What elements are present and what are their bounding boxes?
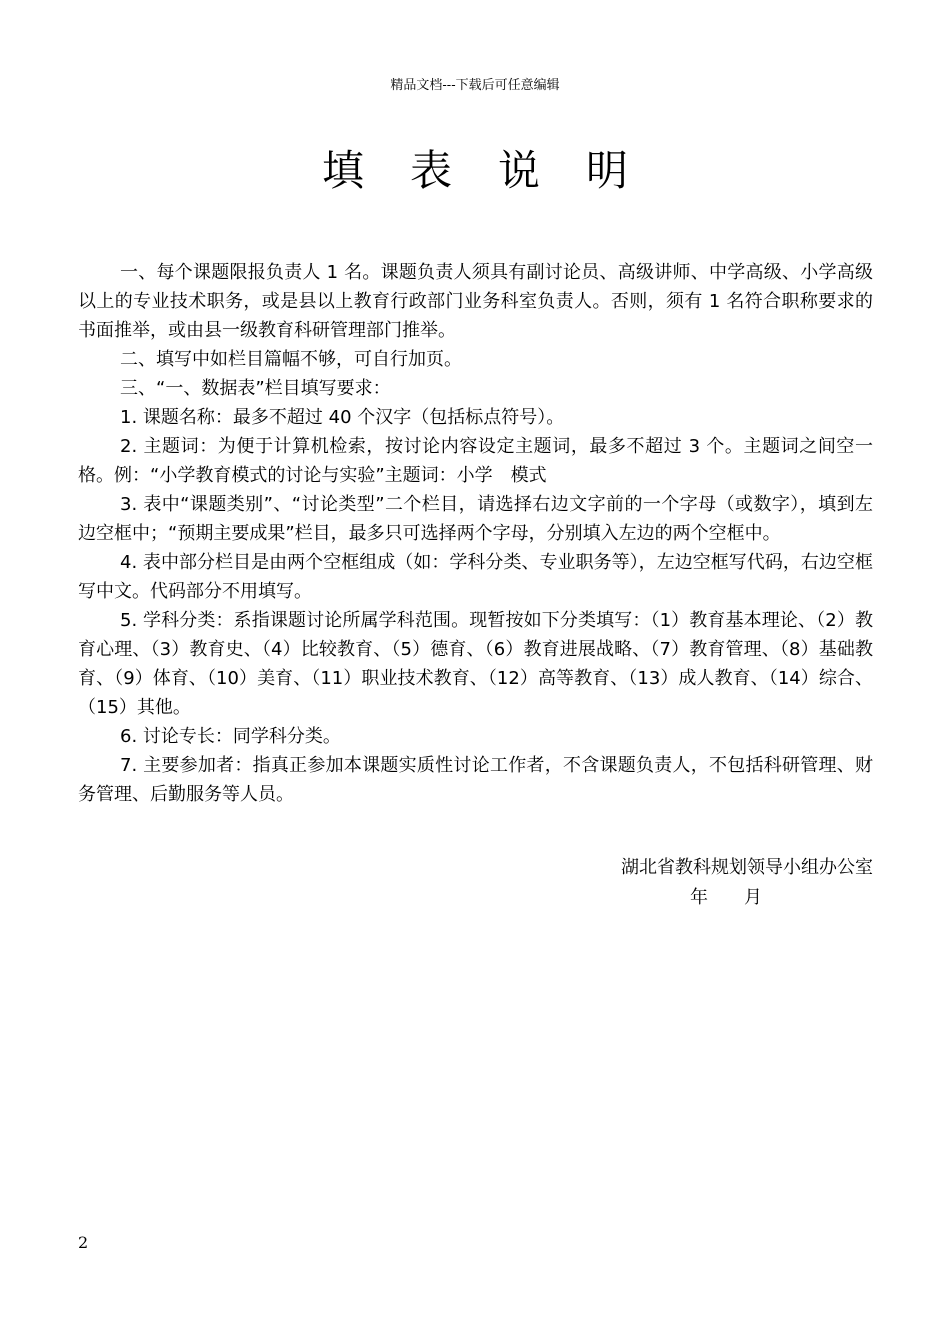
- instruction-item-3: 3. 表中“课题类别”、“讨论类型”二个栏目，请选择右边文字前的一个字母（或数字），填到左边空框中；“预期主要成果”栏目，最多只可选择两个字母，分别填入左边的两个空框中。: [78, 494, 873, 544]
- instruction-item-7: 7. 主要参加者：指真正参加本课题实质性讨论工作者，不含课题负责人，不包括科研管理、财务管理、后勤服务等人员。: [78, 755, 873, 805]
- instruction-paragraph-3: 三、“一、数据表”栏目填写要求：: [120, 378, 391, 399]
- instruction-paragraph-1: 一、每个课题限报负责人 1 名。课题负责人须具有副讨论员、高级讲师、中学高级、小学高级以上的专业技术职务，或是县以上教育行政部门业务科室负责人。否则，须有 1 名符合职称要求的书面推举，或由县一级教育科研管理部门推举。: [78, 262, 873, 341]
- instruction-item-5: 5. 学科分类：系指课题讨论所属学科范围。现暂按如下分类填写：（1）教育基本理论、（2）教育心理、（3）教育史、（4）比较教育、（5）德育、（6）教育进展战略、（7）教育管理、（8）基础教育、（9）体育、（10）美育、（11）职业技术教育、（12）高等教育、（13）成人教育、（14）综合、（15）其他。: [78, 610, 873, 718]
- instruction-paragraph-2: 二、填写中如栏目篇幅不够，可自行加页。: [120, 349, 462, 370]
- signature-date: 年 月: [690, 887, 762, 908]
- instruction-item-6: 6. 讨论专长：同学科分类。: [120, 726, 341, 747]
- instruction-item-4: 4. 表中部分栏目是由两个空框组成（如：学科分类、专业职务等），左边空框写代码，右边空框写中文。代码部分不用填写。: [78, 552, 873, 602]
- instruction-item-1: 1. 课题名称：最多不超过 40 个汉字（包括标点符号）。: [120, 407, 565, 428]
- instructions-body: [78, 258, 873, 809]
- page-header: 精品文档---下载后可任意编辑: [390, 78, 560, 93]
- signature-organization: 湖北省教科规划领导小组办公室: [621, 857, 873, 878]
- page-title: 填表说明: [321, 146, 674, 195]
- page-number: 2: [78, 1233, 89, 1252]
- instruction-item-2: 2. 主题词：为便于计算机检索，按讨论内容设定主题词，最多不超过 3 个。主题词之间空一格。例：“小学教育模式的讨论与实验”主题词：小学 模式: [78, 436, 873, 486]
